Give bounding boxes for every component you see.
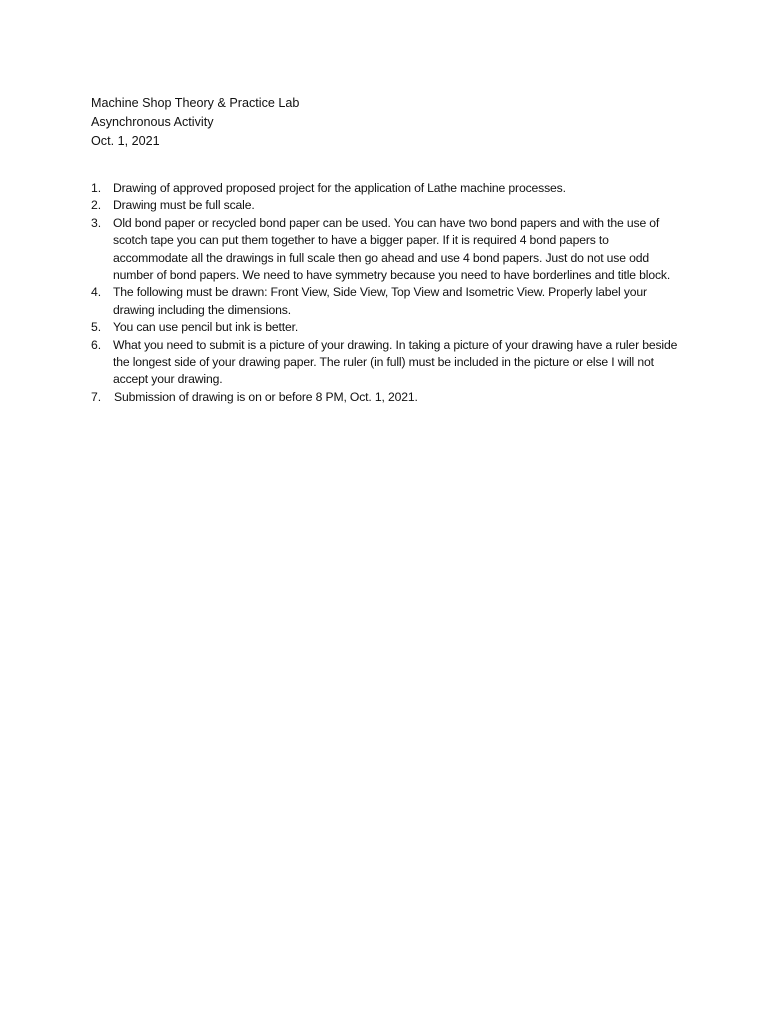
document-header	[91, 94, 299, 151]
list-item-number: 7.	[91, 389, 102, 404]
course-title: Machine Shop Theory & Practice Lab	[91, 96, 300, 110]
list-item-text: Drawing must be full scale.	[113, 198, 255, 213]
document-date: Oct. 1, 2021	[91, 134, 160, 148]
list-item-number: 6.	[91, 337, 102, 352]
list-item-text: What you need to submit is a picture of your drawing. In taking a picture of your drawing have a ruler beside the longest side of your drawing paper. The ruler (in full) must be included in the picture or else I will not accept your drawing.	[113, 337, 678, 387]
list-item	[91, 284, 681, 319]
list-item-text: The following must be drawn: Front View, Side View, Top View and Isometric View. Properly label your drawing including the dimensions.	[113, 285, 647, 317]
list-item-number: 3.	[91, 215, 102, 230]
list-item-number: 1.	[91, 181, 102, 195]
list-item	[91, 180, 681, 197]
instructions-list	[91, 180, 681, 406]
list-item-text: Submission of drawing is on or before 8 PM, Oct. 1, 2021.	[114, 389, 418, 404]
list-item-number: 4.	[91, 285, 102, 300]
list-item-text: Drawing of approved proposed project for the application of Lathe machine processes.	[113, 181, 566, 195]
list-item	[91, 215, 681, 285]
list-item-number: 2.	[91, 198, 102, 213]
list-item-text: Old bond paper or recycled bond paper can be used. You can have two bond papers and with the use of scotch tape you can put them together to have a bigger paper. If it is required 4 bond papers to accommodate all the drawings in full scale then go ahead and use 4 bond papers. Just do not use odd number of bond papers. We need to have symmetry because you need to have borderlines and title block.	[113, 215, 671, 283]
list-item	[91, 319, 681, 336]
activity-type: Asynchronous Activity	[91, 115, 214, 129]
list-item	[91, 197, 681, 214]
list-item	[91, 337, 681, 389]
list-item	[91, 389, 681, 406]
list-item-text: You can use pencil but ink is better.	[113, 320, 299, 335]
list-item-number: 5.	[91, 320, 102, 335]
